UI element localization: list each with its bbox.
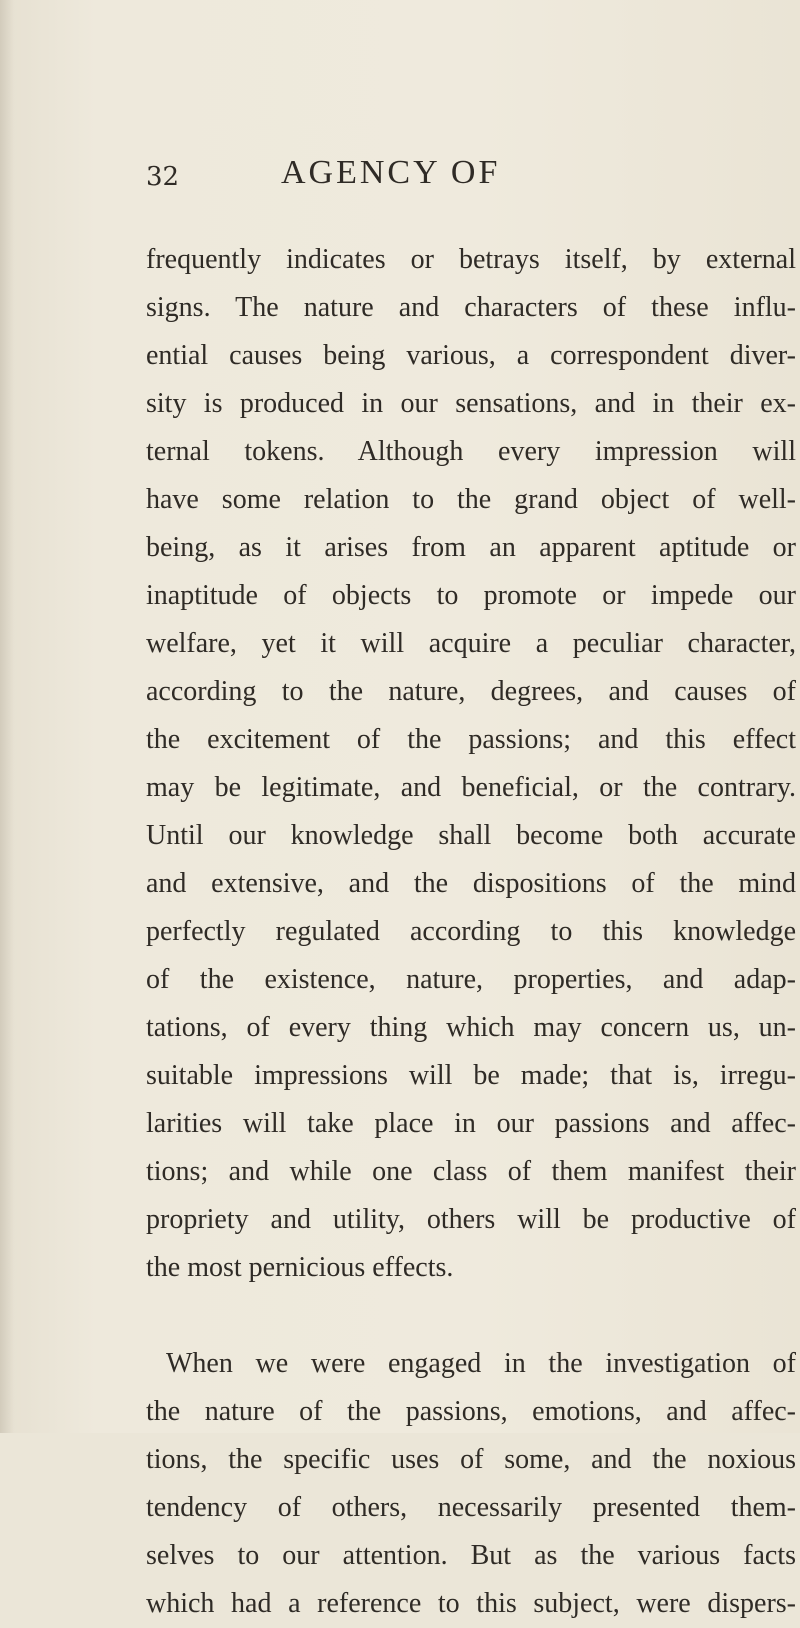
text-line: Until our knowledge shall become both accurate [146,820,796,851]
body-text [146,236,796,1628]
text-line: perfectly regulated according to this knowledge [146,916,796,947]
paragraph-1 [146,236,796,1292]
text-line: and extensive, and the dispositions of the mind [146,868,796,899]
paragraph-2 [146,1340,796,1628]
text-line: ternal tokens. Although every impression will [146,436,796,467]
text-line: the most pernicious effects. [146,1252,454,1283]
text-line: sity is produced in our sensations, and in their ex- [146,388,796,419]
page-number: 32 [146,162,180,192]
text-line: ential causes being various, a correspondent diver- [146,340,796,371]
text-line: the excitement of the passions; and this effect [146,724,796,755]
text-line: propriety and utility, others will be productive of [146,1204,796,1235]
text-line: the nature of the passions, emotions, and affec- [146,1396,796,1427]
text-line: have some relation to the grand object of well- [146,484,796,515]
text-line: which had a reference to this subject, were dispers- [146,1588,796,1619]
text-line: inaptitude of objects to promote or impede our [146,580,796,611]
text-line: according to the nature, degrees, and causes of [146,676,796,707]
text-line: being, as it arises from an apparent aptitude or [146,532,796,563]
running-head: AGENCY OF [281,154,501,191]
text-line: tendency of others, necessarily presented them- [146,1492,796,1523]
text-line: signs. The nature and characters of these influ- [146,292,796,323]
text-line: of the existence, nature, properties, and adap- [146,964,796,995]
text-line: larities will take place in our passions and affec- [146,1108,796,1139]
text-line: tions, the specific uses of some, and the noxious [146,1444,796,1475]
text-line: suitable impressions will be made; that is, irregu- [146,1060,796,1091]
text-line: tations, of every thing which may concern us, un- [146,1012,796,1043]
text-line: tions; and while one class of them manifest their [146,1156,796,1187]
page-header [0,150,800,200]
paragraph-gap [146,1292,796,1340]
page-gutter-shadow [0,0,14,1433]
text-line: welfare, yet it will acquire a peculiar character, [146,628,796,659]
text-line: selves to our attention. But as the various facts [146,1540,796,1571]
text-line: may be legitimate, and beneficial, or the contrary. [146,772,796,803]
text-line: frequently indicates or betrays itself, by external [146,244,796,275]
text-line: When we were engaged in the investigation of [166,1348,796,1379]
